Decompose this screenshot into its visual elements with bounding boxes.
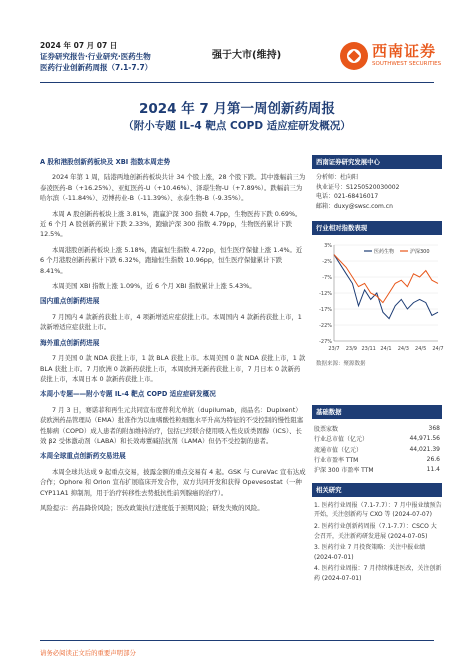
- indicators-header: 基础数据: [312, 405, 442, 419]
- analyst-email-link[interactable]: 邮箱：duxy@swsc.com.cn: [316, 202, 393, 210]
- section-heading: A 股和港股创新药板块及 XBI 指数本周走势: [40, 158, 171, 166]
- page-title: 2024 年 7 月第一周创新药周报: [138, 101, 336, 117]
- chart-xtick-label: 24/7: [432, 346, 444, 353]
- sidebar: [312, 155, 442, 586]
- indicator-value: 11.4: [426, 466, 440, 474]
- related-list: [312, 501, 442, 584]
- paragraph: 7 月美国 0 款 NDA 获批上市，1 款 BLA 获批上市。本周美国 0 款 NDA 获批上市，1 款 BLA 获批上市。7 月欧洲 0 款新药获批上市，本周欧洲无新药获批上市，7 月日本 0 款新药获批上市，本周日本 0 款新药获批上市。: [40, 354, 306, 383]
- risk-warning: 风险提示：药品降价风险；医改政策执行进度低于预期风险；研发失败的风险。: [40, 503, 264, 512]
- index-chart: [312, 239, 442, 399]
- table-row: [312, 465, 442, 475]
- analyst-info: [312, 173, 442, 211]
- paragraph: 2024 年第 1 周，陆港两地创新药板块共计 34 个股上涨，28 个股下跌。其中涨幅前三为泰凌医药-B（+16.25%）、亚虹医药-U（+10.46%）、泽璟生物-U（+7.89%）。跌幅前三为哈尔滨（-11.84%）、迈博药业-B（-11.39%）、永泰生物-B（-9.35%）。: [40, 173, 306, 203]
- header-rule: [40, 82, 434, 83]
- indicator-label: 流通市值（亿元）: [314, 446, 363, 454]
- related-header: 相关研究: [312, 483, 442, 497]
- indicator-label: 行业总市值（亿元）: [314, 436, 369, 444]
- paragraph: 7 月国内 4 款新药获批上市，4 项新增适应症获批上市。本周国内 4 款新药获批上市，1 款新增适应症获批上市。: [40, 312, 302, 332]
- chart-legend-label: 沪深300: [410, 249, 430, 256]
- indicator-label: 股票家数: [314, 426, 339, 434]
- page-subtitle: （附小专题 IL-4 靶点 COPD 适应症研发概况）: [123, 120, 351, 132]
- indicators-table: [312, 423, 442, 474]
- related-item-link[interactable]: 2. 医药行业创新药周报（7.1-7.7）：CSCO 大会召开，关注新药研发进展 (2024-07-05): [314, 523, 437, 540]
- table-row: [312, 423, 442, 433]
- indicator-value: 26.6: [426, 455, 440, 463]
- report-series: 医药行业创新药周报（7.1-7.7）: [40, 63, 153, 72]
- report-date: 2024 年 07 月 07 日: [40, 41, 118, 50]
- chart-ytick-label: -27%: [319, 339, 332, 346]
- section-heading: 海外重点创新药进展: [40, 338, 100, 347]
- chart-ytick-label: 3%: [324, 243, 332, 250]
- chart-ytick-label: -22%: [319, 323, 332, 330]
- table-row: [312, 434, 442, 444]
- chart-xtick-label: 24/3: [397, 346, 409, 353]
- chart-xtick-label: 23/9: [345, 346, 357, 353]
- paragraph: 本周 A 股创新药板块上涨 3.81%，跑赢沪深 300 指数 4.7pp，生物医药下跌 0.69%。近 6 个月 A 股创新药累计下跌 2.33%，跑输沪深 300 指数 4.79pp，生物医药累计下跌 12.5%。: [40, 209, 302, 239]
- logo-text-cn: 西南证券: [372, 42, 437, 60]
- indicator-label: 行业市盈率 TTM: [314, 456, 359, 464]
- indicator-value: 368: [428, 425, 440, 433]
- section-heading: 本周小专题——附小专题 IL-4 靶点 COPD 适应症研发概况: [40, 390, 216, 399]
- analyst-line: 电话：021-68416017: [316, 193, 379, 201]
- related-item-link[interactable]: 1. 医药行业周报（7.1-7.7）：7 月中报业绩预告开始，关注创新药与 CXO 等 (2024-07-07): [314, 501, 442, 519]
- chart-source: 数据来源：聚源数据: [316, 361, 366, 368]
- rating-label: 强于大市(维持): [212, 50, 282, 61]
- report-header: [40, 40, 152, 73]
- analyst-header: 西南证券研究发展中心: [312, 155, 442, 169]
- logo-text-en: SOUTHWEST SECURITIES: [372, 61, 442, 67]
- chart-xtick-label: 24/5: [415, 346, 427, 353]
- related-item-link[interactable]: 4. 医药行业周报：7 月持续推进医改，关注创新药 (2024-07-01): [314, 565, 442, 583]
- chart-ytick-label: -17%: [319, 307, 332, 314]
- main-body: [40, 155, 306, 518]
- footer-disclaimer: 请务必阅读正文后的重要声明部分: [40, 649, 136, 657]
- chart-ytick-label: -12%: [319, 291, 332, 298]
- analyst-line: 执业证号：S1250520030002: [316, 183, 400, 191]
- chart-svg: [312, 239, 442, 357]
- footer-rule: [40, 640, 434, 641]
- paragraph: 本周港股创新药板块上涨 5.18%，跑赢恒生指数 4.72pp，恒生医疗保健上涨 1.4%。近 6 个月港股创新药累计下跌 6.32%，跑输恒生指数 10.96pp，恒生医疗保健累计下跌 8.41%。: [40, 245, 303, 275]
- chart-xtick-label: 23/11: [361, 346, 376, 353]
- section-heading: 本周全球重点创新药交易进展: [40, 452, 126, 461]
- chart-xtick-label: 23/7: [328, 346, 340, 353]
- chart-ytick-label: -2%: [322, 259, 332, 266]
- chart-legend-label: 医药生物: [374, 249, 395, 256]
- paragraph: 本周美国 XBI 指数上涨 1.09%，近 6 个月 XBI 指数累计上涨 5.43%。: [52, 282, 256, 291]
- section-heading: 国内重点创新药进展: [40, 297, 100, 306]
- report-type: 证券研究报告·行业研究·医药生物: [40, 52, 151, 61]
- chart-ytick-label: -7%: [322, 275, 332, 282]
- table-row: [312, 444, 442, 454]
- indicator-label: 沪深 300 市盈率 TTM: [314, 467, 374, 475]
- chart-header: 行业相对指数表现: [312, 221, 442, 235]
- indicator-value: 44,971.56: [409, 435, 440, 443]
- analyst-line: 分析师：杜向阳: [316, 174, 359, 181]
- chart-xtick-label: 24/1: [380, 346, 392, 353]
- paragraph: 本周全球共达成 9 起重点交易，披露金额的重点交易有 4 起。GSK 与 CureVac 宣布达成合作；Ophore 和 Orion 宣布扩展临床开发合作，双方共同开发和获得 Opevesostat（一种 CYP11A1 抑制剂，用于治疗转移性去势抵抗性前列腺癌的治疗）。: [40, 467, 306, 497]
- table-row: [312, 454, 442, 464]
- paragraph: 7 月 3 日，赛诺菲和再生元共同宣布度普利尤单抗（dupilumab，商品名：Dupixent）获欧洲药品管理局（EMA）批准作为以血嗜酸性粒细胞水平升高为特征的不受控制的慢性阻塞性肺病（COPD）成人患者的附加维持治疗，包括已经联合使用吸入性皮质类固醇（ICS）、长效 β2 受体激动剂（LABA）和长效毒蕈碱拮抗剂（LAMA）但仍不受控制的患者。: [40, 405, 304, 445]
- indicator-value: 44,021.39: [409, 445, 440, 453]
- related-item-link[interactable]: 3. 医药行业 7 月投资策略：关注中报业绩 (2024-07-01): [314, 544, 426, 561]
- company-logo: [340, 40, 440, 74]
